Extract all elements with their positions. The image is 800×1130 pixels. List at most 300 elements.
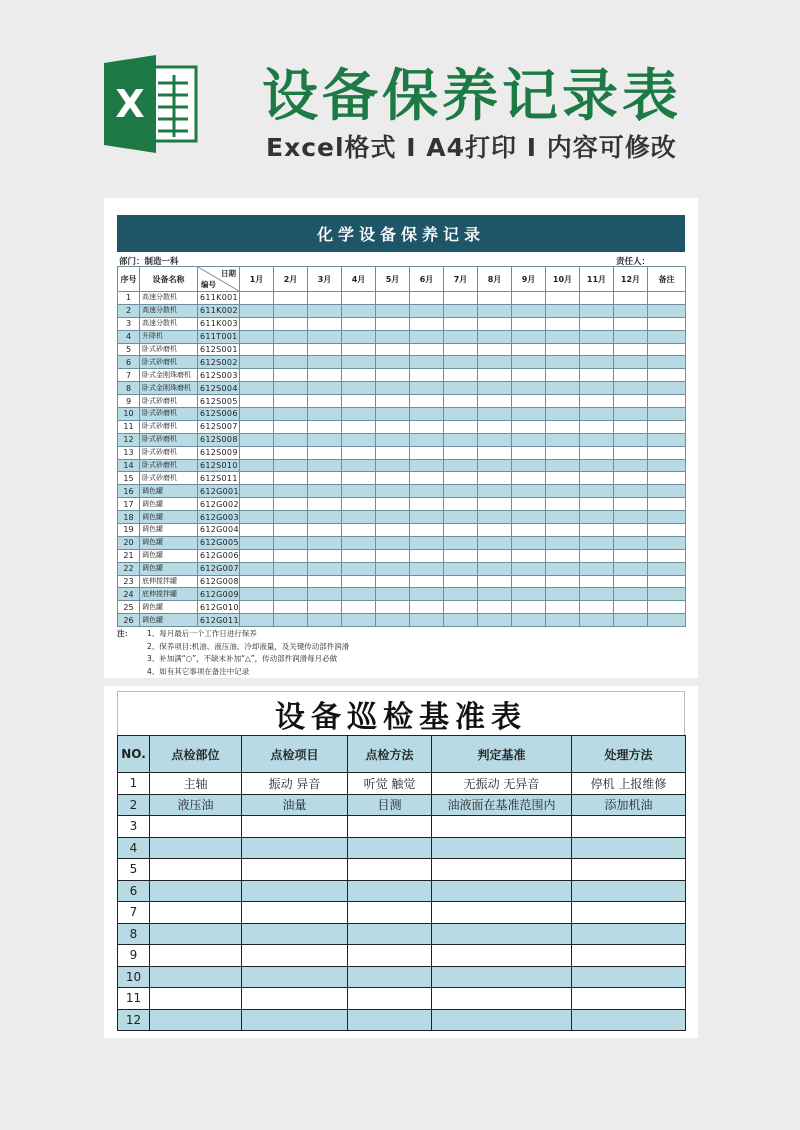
month-cell[interactable] bbox=[614, 536, 648, 549]
month-cell[interactable] bbox=[342, 304, 376, 317]
inspection-method[interactable] bbox=[348, 880, 432, 902]
inspection-method[interactable] bbox=[348, 1009, 432, 1031]
month-cell[interactable] bbox=[240, 369, 274, 382]
month-cell[interactable] bbox=[614, 472, 648, 485]
month-cell[interactable] bbox=[274, 408, 308, 421]
month-cell[interactable] bbox=[342, 549, 376, 562]
month-cell[interactable] bbox=[614, 420, 648, 433]
remark-cell[interactable] bbox=[648, 446, 686, 459]
remark-cell[interactable] bbox=[648, 369, 686, 382]
month-cell[interactable] bbox=[512, 459, 546, 472]
month-cell[interactable] bbox=[444, 356, 478, 369]
month-cell[interactable] bbox=[410, 343, 444, 356]
inspection-item[interactable] bbox=[242, 816, 348, 838]
month-cell[interactable] bbox=[376, 446, 410, 459]
month-cell[interactable] bbox=[376, 549, 410, 562]
month-cell[interactable] bbox=[444, 511, 478, 524]
month-cell[interactable] bbox=[410, 575, 444, 588]
month-cell[interactable] bbox=[274, 330, 308, 343]
month-cell[interactable] bbox=[546, 317, 580, 330]
month-cell[interactable] bbox=[376, 562, 410, 575]
month-cell[interactable] bbox=[410, 395, 444, 408]
month-cell[interactable] bbox=[478, 420, 512, 433]
month-cell[interactable] bbox=[240, 292, 274, 305]
remark-cell[interactable] bbox=[648, 433, 686, 446]
month-cell[interactable] bbox=[376, 485, 410, 498]
month-cell[interactable] bbox=[512, 524, 546, 537]
month-cell[interactable] bbox=[478, 369, 512, 382]
month-cell[interactable] bbox=[546, 575, 580, 588]
month-cell[interactable] bbox=[580, 343, 614, 356]
month-cell[interactable] bbox=[308, 485, 342, 498]
month-cell[interactable] bbox=[410, 562, 444, 575]
month-cell[interactable] bbox=[308, 330, 342, 343]
month-cell[interactable] bbox=[580, 369, 614, 382]
month-cell[interactable] bbox=[546, 485, 580, 498]
month-cell[interactable] bbox=[580, 304, 614, 317]
remark-cell[interactable] bbox=[648, 330, 686, 343]
inspection-part[interactable] bbox=[150, 923, 242, 945]
inspection-item[interactable] bbox=[242, 880, 348, 902]
month-cell[interactable] bbox=[274, 614, 308, 627]
remark-cell[interactable] bbox=[648, 575, 686, 588]
inspection-part[interactable] bbox=[150, 837, 242, 859]
month-cell[interactable] bbox=[614, 343, 648, 356]
month-cell[interactable] bbox=[512, 420, 546, 433]
month-cell[interactable] bbox=[274, 395, 308, 408]
month-cell[interactable] bbox=[580, 536, 614, 549]
month-cell[interactable] bbox=[274, 536, 308, 549]
month-cell[interactable] bbox=[376, 343, 410, 356]
month-cell[interactable] bbox=[376, 601, 410, 614]
month-cell[interactable] bbox=[376, 498, 410, 511]
month-cell[interactable] bbox=[410, 614, 444, 627]
month-cell[interactable] bbox=[274, 588, 308, 601]
handling-method[interactable]: 添加机油 bbox=[572, 794, 686, 816]
month-cell[interactable] bbox=[274, 562, 308, 575]
judgment-criteria[interactable] bbox=[432, 859, 572, 881]
handling-method[interactable] bbox=[572, 988, 686, 1010]
month-cell[interactable] bbox=[580, 588, 614, 601]
month-cell[interactable] bbox=[614, 304, 648, 317]
inspection-item[interactable] bbox=[242, 837, 348, 859]
month-cell[interactable] bbox=[478, 588, 512, 601]
month-cell[interactable] bbox=[342, 433, 376, 446]
inspection-method[interactable] bbox=[348, 945, 432, 967]
remark-cell[interactable] bbox=[648, 472, 686, 485]
handling-method[interactable] bbox=[572, 923, 686, 945]
month-cell[interactable] bbox=[410, 472, 444, 485]
month-cell[interactable] bbox=[580, 433, 614, 446]
month-cell[interactable] bbox=[580, 459, 614, 472]
month-cell[interactable] bbox=[376, 575, 410, 588]
month-cell[interactable] bbox=[444, 588, 478, 601]
inspection-part[interactable] bbox=[150, 816, 242, 838]
month-cell[interactable] bbox=[614, 356, 648, 369]
month-cell[interactable] bbox=[240, 343, 274, 356]
month-cell[interactable] bbox=[410, 536, 444, 549]
remark-cell[interactable] bbox=[648, 536, 686, 549]
month-cell[interactable] bbox=[512, 446, 546, 459]
month-cell[interactable] bbox=[512, 408, 546, 421]
month-cell[interactable] bbox=[512, 614, 546, 627]
month-cell[interactable] bbox=[478, 614, 512, 627]
inspection-method[interactable] bbox=[348, 923, 432, 945]
month-cell[interactable] bbox=[376, 356, 410, 369]
month-cell[interactable] bbox=[240, 304, 274, 317]
inspection-item[interactable]: 油量 bbox=[242, 794, 348, 816]
month-cell[interactable] bbox=[512, 472, 546, 485]
month-cell[interactable] bbox=[478, 382, 512, 395]
month-cell[interactable] bbox=[240, 433, 274, 446]
inspection-item[interactable] bbox=[242, 988, 348, 1010]
handling-method[interactable] bbox=[572, 880, 686, 902]
month-cell[interactable] bbox=[274, 317, 308, 330]
remark-cell[interactable] bbox=[648, 356, 686, 369]
month-cell[interactable] bbox=[478, 601, 512, 614]
inspection-part[interactable]: 主轴 bbox=[150, 773, 242, 795]
month-cell[interactable] bbox=[546, 601, 580, 614]
month-cell[interactable] bbox=[240, 459, 274, 472]
month-cell[interactable] bbox=[410, 588, 444, 601]
month-cell[interactable] bbox=[342, 562, 376, 575]
month-cell[interactable] bbox=[376, 588, 410, 601]
month-cell[interactable] bbox=[614, 562, 648, 575]
month-cell[interactable] bbox=[308, 549, 342, 562]
month-cell[interactable] bbox=[546, 395, 580, 408]
month-cell[interactable] bbox=[410, 485, 444, 498]
month-cell[interactable] bbox=[444, 536, 478, 549]
month-cell[interactable] bbox=[342, 524, 376, 537]
month-cell[interactable] bbox=[376, 369, 410, 382]
month-cell[interactable] bbox=[308, 420, 342, 433]
month-cell[interactable] bbox=[240, 562, 274, 575]
month-cell[interactable] bbox=[308, 304, 342, 317]
month-cell[interactable] bbox=[410, 292, 444, 305]
month-cell[interactable] bbox=[376, 536, 410, 549]
inspection-method[interactable] bbox=[348, 837, 432, 859]
month-cell[interactable] bbox=[580, 292, 614, 305]
month-cell[interactable] bbox=[580, 614, 614, 627]
month-cell[interactable] bbox=[478, 524, 512, 537]
handling-method[interactable] bbox=[572, 816, 686, 838]
month-cell[interactable] bbox=[478, 485, 512, 498]
month-cell[interactable] bbox=[614, 292, 648, 305]
month-cell[interactable] bbox=[546, 549, 580, 562]
remark-cell[interactable] bbox=[648, 588, 686, 601]
remark-cell[interactable] bbox=[648, 395, 686, 408]
month-cell[interactable] bbox=[444, 524, 478, 537]
month-cell[interactable] bbox=[614, 601, 648, 614]
month-cell[interactable] bbox=[342, 511, 376, 524]
month-cell[interactable] bbox=[240, 330, 274, 343]
month-cell[interactable] bbox=[308, 433, 342, 446]
month-cell[interactable] bbox=[614, 446, 648, 459]
month-cell[interactable] bbox=[512, 292, 546, 305]
month-cell[interactable] bbox=[614, 575, 648, 588]
month-cell[interactable] bbox=[478, 562, 512, 575]
month-cell[interactable] bbox=[580, 575, 614, 588]
month-cell[interactable] bbox=[308, 511, 342, 524]
month-cell[interactable] bbox=[410, 524, 444, 537]
month-cell[interactable] bbox=[614, 369, 648, 382]
month-cell[interactable] bbox=[546, 536, 580, 549]
handling-method[interactable] bbox=[572, 859, 686, 881]
inspection-part[interactable] bbox=[150, 859, 242, 881]
month-cell[interactable] bbox=[240, 614, 274, 627]
month-cell[interactable] bbox=[308, 459, 342, 472]
month-cell[interactable] bbox=[546, 304, 580, 317]
month-cell[interactable] bbox=[478, 343, 512, 356]
remark-cell[interactable] bbox=[648, 511, 686, 524]
handling-method[interactable] bbox=[572, 1009, 686, 1031]
remark-cell[interactable] bbox=[648, 343, 686, 356]
month-cell[interactable] bbox=[342, 498, 376, 511]
month-cell[interactable] bbox=[444, 549, 478, 562]
inspection-method[interactable] bbox=[348, 859, 432, 881]
month-cell[interactable] bbox=[512, 382, 546, 395]
month-cell[interactable] bbox=[308, 317, 342, 330]
month-cell[interactable] bbox=[512, 562, 546, 575]
remark-cell[interactable] bbox=[648, 498, 686, 511]
month-cell[interactable] bbox=[240, 356, 274, 369]
month-cell[interactable] bbox=[546, 562, 580, 575]
month-cell[interactable] bbox=[274, 498, 308, 511]
month-cell[interactable] bbox=[274, 472, 308, 485]
month-cell[interactable] bbox=[308, 575, 342, 588]
month-cell[interactable] bbox=[342, 369, 376, 382]
month-cell[interactable] bbox=[478, 317, 512, 330]
remark-cell[interactable] bbox=[648, 562, 686, 575]
month-cell[interactable] bbox=[342, 472, 376, 485]
month-cell[interactable] bbox=[580, 330, 614, 343]
month-cell[interactable] bbox=[376, 614, 410, 627]
month-cell[interactable] bbox=[546, 292, 580, 305]
month-cell[interactable] bbox=[274, 524, 308, 537]
inspection-method[interactable] bbox=[348, 816, 432, 838]
month-cell[interactable] bbox=[342, 317, 376, 330]
month-cell[interactable] bbox=[240, 382, 274, 395]
inspection-part[interactable]: 液压油 bbox=[150, 794, 242, 816]
judgment-criteria[interactable] bbox=[432, 816, 572, 838]
month-cell[interactable] bbox=[614, 614, 648, 627]
month-cell[interactable] bbox=[308, 472, 342, 485]
month-cell[interactable] bbox=[614, 549, 648, 562]
month-cell[interactable] bbox=[546, 498, 580, 511]
month-cell[interactable] bbox=[240, 524, 274, 537]
month-cell[interactable] bbox=[308, 614, 342, 627]
month-cell[interactable] bbox=[240, 408, 274, 421]
inspection-part[interactable] bbox=[150, 966, 242, 988]
month-cell[interactable] bbox=[308, 446, 342, 459]
month-cell[interactable] bbox=[512, 356, 546, 369]
month-cell[interactable] bbox=[342, 292, 376, 305]
month-cell[interactable] bbox=[274, 511, 308, 524]
month-cell[interactable] bbox=[308, 536, 342, 549]
month-cell[interactable] bbox=[512, 317, 546, 330]
inspection-method[interactable]: 听觉 触觉 bbox=[348, 773, 432, 795]
handling-method[interactable] bbox=[572, 902, 686, 924]
month-cell[interactable] bbox=[444, 575, 478, 588]
month-cell[interactable] bbox=[478, 549, 512, 562]
month-cell[interactable] bbox=[308, 382, 342, 395]
handling-method[interactable]: 停机 上报维修 bbox=[572, 773, 686, 795]
month-cell[interactable] bbox=[580, 524, 614, 537]
month-cell[interactable] bbox=[512, 601, 546, 614]
judgment-criteria[interactable] bbox=[432, 988, 572, 1010]
month-cell[interactable] bbox=[444, 408, 478, 421]
month-cell[interactable] bbox=[546, 382, 580, 395]
month-cell[interactable] bbox=[478, 408, 512, 421]
month-cell[interactable] bbox=[308, 292, 342, 305]
month-cell[interactable] bbox=[444, 446, 478, 459]
month-cell[interactable] bbox=[512, 304, 546, 317]
month-cell[interactable] bbox=[580, 382, 614, 395]
month-cell[interactable] bbox=[240, 498, 274, 511]
month-cell[interactable] bbox=[478, 330, 512, 343]
remark-cell[interactable] bbox=[648, 292, 686, 305]
remark-cell[interactable] bbox=[648, 408, 686, 421]
month-cell[interactable] bbox=[444, 601, 478, 614]
month-cell[interactable] bbox=[546, 433, 580, 446]
month-cell[interactable] bbox=[614, 498, 648, 511]
inspection-part[interactable] bbox=[150, 988, 242, 1010]
month-cell[interactable] bbox=[308, 369, 342, 382]
month-cell[interactable] bbox=[512, 575, 546, 588]
month-cell[interactable] bbox=[376, 292, 410, 305]
month-cell[interactable] bbox=[308, 498, 342, 511]
month-cell[interactable] bbox=[580, 511, 614, 524]
month-cell[interactable] bbox=[342, 459, 376, 472]
month-cell[interactable] bbox=[546, 408, 580, 421]
inspection-method[interactable] bbox=[348, 988, 432, 1010]
month-cell[interactable] bbox=[240, 536, 274, 549]
judgment-criteria[interactable] bbox=[432, 923, 572, 945]
month-cell[interactable] bbox=[614, 395, 648, 408]
month-cell[interactable] bbox=[580, 446, 614, 459]
month-cell[interactable] bbox=[308, 588, 342, 601]
month-cell[interactable] bbox=[444, 459, 478, 472]
month-cell[interactable] bbox=[342, 408, 376, 421]
month-cell[interactable] bbox=[512, 498, 546, 511]
inspection-part[interactable] bbox=[150, 1009, 242, 1031]
month-cell[interactable] bbox=[410, 433, 444, 446]
month-cell[interactable] bbox=[410, 408, 444, 421]
month-cell[interactable] bbox=[308, 395, 342, 408]
month-cell[interactable] bbox=[546, 511, 580, 524]
inspection-item[interactable] bbox=[242, 902, 348, 924]
month-cell[interactable] bbox=[546, 472, 580, 485]
month-cell[interactable] bbox=[240, 511, 274, 524]
month-cell[interactable] bbox=[342, 395, 376, 408]
month-cell[interactable] bbox=[614, 459, 648, 472]
inspection-item[interactable] bbox=[242, 859, 348, 881]
month-cell[interactable] bbox=[240, 317, 274, 330]
month-cell[interactable] bbox=[376, 472, 410, 485]
remark-cell[interactable] bbox=[648, 459, 686, 472]
month-cell[interactable] bbox=[614, 317, 648, 330]
month-cell[interactable] bbox=[274, 446, 308, 459]
month-cell[interactable] bbox=[512, 433, 546, 446]
month-cell[interactable] bbox=[444, 317, 478, 330]
month-cell[interactable] bbox=[410, 356, 444, 369]
month-cell[interactable] bbox=[614, 588, 648, 601]
month-cell[interactable] bbox=[512, 369, 546, 382]
month-cell[interactable] bbox=[546, 588, 580, 601]
month-cell[interactable] bbox=[546, 524, 580, 537]
month-cell[interactable] bbox=[342, 588, 376, 601]
month-cell[interactable] bbox=[580, 395, 614, 408]
month-cell[interactable] bbox=[512, 330, 546, 343]
month-cell[interactable] bbox=[444, 292, 478, 305]
remark-cell[interactable] bbox=[648, 382, 686, 395]
month-cell[interactable] bbox=[614, 433, 648, 446]
month-cell[interactable] bbox=[410, 304, 444, 317]
inspection-item[interactable] bbox=[242, 966, 348, 988]
month-cell[interactable] bbox=[376, 524, 410, 537]
month-cell[interactable] bbox=[240, 446, 274, 459]
month-cell[interactable] bbox=[614, 382, 648, 395]
month-cell[interactable] bbox=[478, 446, 512, 459]
handling-method[interactable] bbox=[572, 966, 686, 988]
month-cell[interactable] bbox=[580, 549, 614, 562]
month-cell[interactable] bbox=[240, 395, 274, 408]
month-cell[interactable] bbox=[546, 356, 580, 369]
month-cell[interactable] bbox=[444, 369, 478, 382]
month-cell[interactable] bbox=[342, 485, 376, 498]
judgment-criteria[interactable] bbox=[432, 945, 572, 967]
month-cell[interactable] bbox=[240, 549, 274, 562]
month-cell[interactable] bbox=[342, 330, 376, 343]
inspection-part[interactable] bbox=[150, 880, 242, 902]
month-cell[interactable] bbox=[342, 420, 376, 433]
judgment-criteria[interactable] bbox=[432, 966, 572, 988]
month-cell[interactable] bbox=[274, 575, 308, 588]
month-cell[interactable] bbox=[274, 356, 308, 369]
month-cell[interactable] bbox=[444, 304, 478, 317]
judgment-criteria[interactable]: 油液面在基准范围内 bbox=[432, 794, 572, 816]
month-cell[interactable] bbox=[342, 356, 376, 369]
month-cell[interactable] bbox=[478, 536, 512, 549]
month-cell[interactable] bbox=[274, 485, 308, 498]
month-cell[interactable] bbox=[376, 304, 410, 317]
judgment-criteria[interactable] bbox=[432, 902, 572, 924]
month-cell[interactable] bbox=[376, 330, 410, 343]
judgment-criteria[interactable] bbox=[432, 1009, 572, 1031]
month-cell[interactable] bbox=[580, 420, 614, 433]
month-cell[interactable] bbox=[308, 356, 342, 369]
inspection-method[interactable] bbox=[348, 966, 432, 988]
remark-cell[interactable] bbox=[648, 549, 686, 562]
month-cell[interactable] bbox=[614, 485, 648, 498]
month-cell[interactable] bbox=[478, 459, 512, 472]
month-cell[interactable] bbox=[308, 562, 342, 575]
month-cell[interactable] bbox=[478, 433, 512, 446]
month-cell[interactable] bbox=[444, 498, 478, 511]
month-cell[interactable] bbox=[342, 601, 376, 614]
month-cell[interactable] bbox=[410, 382, 444, 395]
month-cell[interactable] bbox=[376, 408, 410, 421]
month-cell[interactable] bbox=[342, 536, 376, 549]
month-cell[interactable] bbox=[546, 420, 580, 433]
month-cell[interactable] bbox=[308, 601, 342, 614]
month-cell[interactable] bbox=[274, 369, 308, 382]
month-cell[interactable] bbox=[240, 601, 274, 614]
remark-cell[interactable] bbox=[648, 304, 686, 317]
month-cell[interactable] bbox=[308, 408, 342, 421]
month-cell[interactable] bbox=[580, 317, 614, 330]
month-cell[interactable] bbox=[410, 459, 444, 472]
